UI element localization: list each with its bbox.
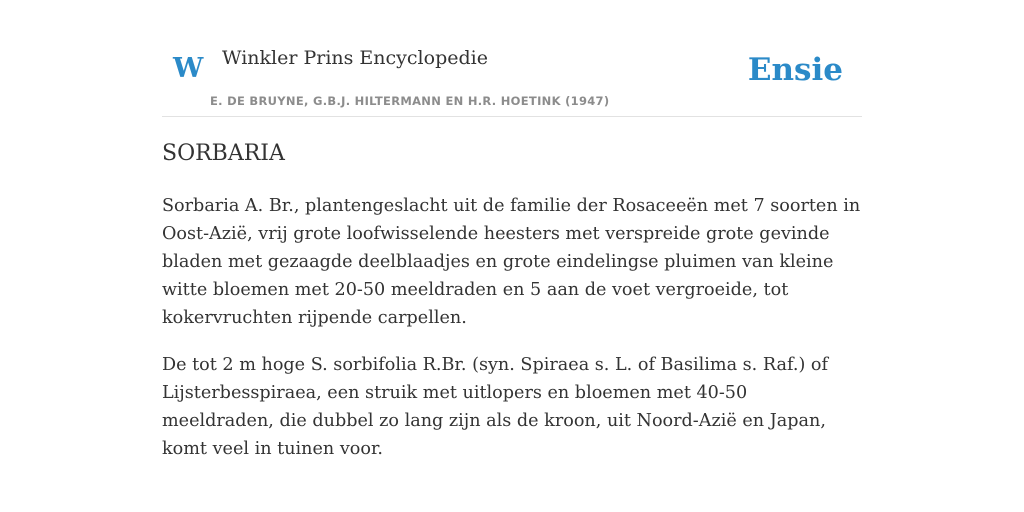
source-title-link[interactable]: Winkler Prins Encyclopedie	[222, 47, 488, 69]
source-logo[interactable]: W	[173, 53, 204, 84]
source-header	[162, 0, 862, 117]
source-authors: E. DE BRUYNE, G.B.J. HILTERMANN EN H.R. HOETINK (1947)	[210, 94, 610, 108]
page	[162, 0, 862, 459]
article-paragraph-1: Sorbaria A. Br., plantengeslacht uit de familie der Rosaceeën met 7 soorten in Oost-Azië, vrij grote loofwisselende heesters met verspreide grote gevinde bladen met gezaagde deelblaadjes en grote eindelingse pluimen van kleine witte bloemen met 20-50 meeldraden en 5 aan de voet vergroeide, tot kokervruchten rijpende carpellen.	[162, 196, 861, 328]
article-title: SORBARIA	[162, 141, 285, 166]
ensie-logo-link[interactable]: Ensie	[747, 52, 843, 88]
article-paragraph-2: De tot 2 m hoge S. sorbifolia R.Br. (syn. Spiraea s. L. of Basilima s. Raf.) of Lijsterbesspiraea, een struik met uitlopers en bloemen met 40-50 meeldraden, die dubbel zo lang zijn als de kroon, uit Noord-Azië en Japan, komt veel in tuinen voor.	[162, 355, 829, 459]
